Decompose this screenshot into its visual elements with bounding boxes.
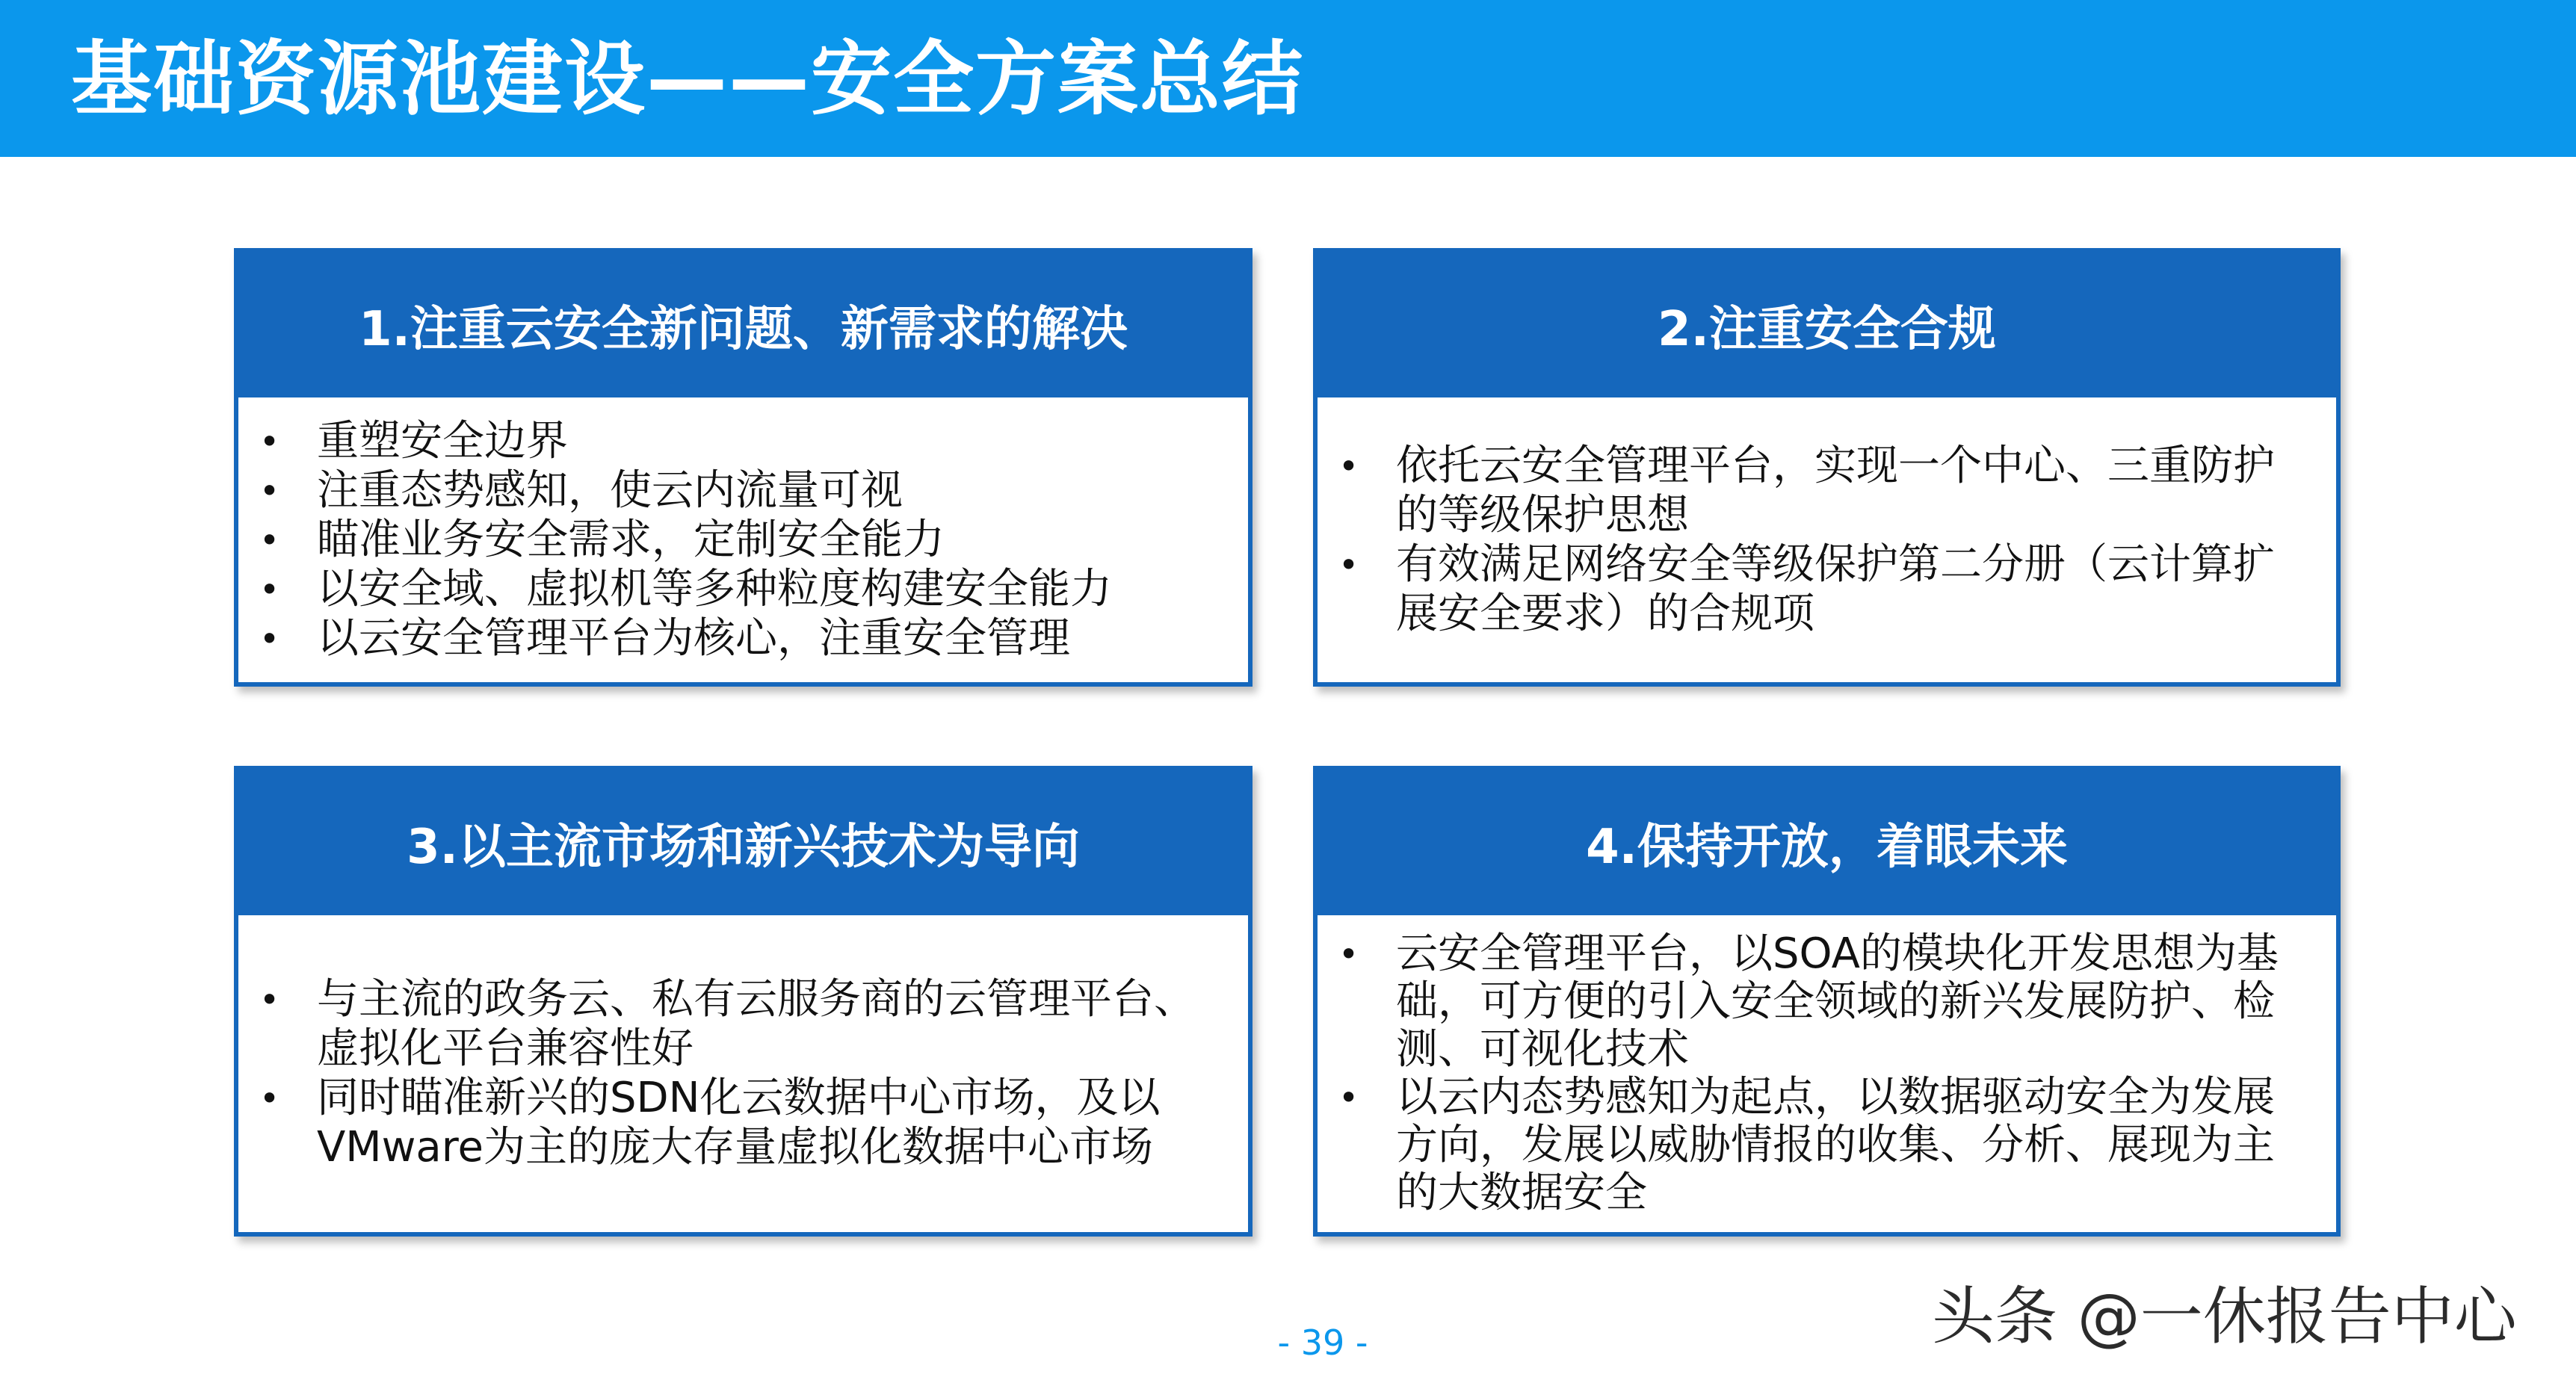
page-title: 基础资源池建设——安全方案总结 — [71, 33, 1305, 126]
card-header: 4.保持开放，着眼未来 — [1318, 770, 2336, 915]
list-item: • 与主流的政务云、私有云服务商的云管理平台、虚拟化平台兼容性好 — [238, 975, 1226, 1074]
list-item: • 以云安全管理平台为核心，注重安全管理 — [238, 614, 1226, 663]
card-header: 2.注重安全合规 — [1318, 253, 2336, 397]
card-body — [238, 915, 1248, 1232]
card-header: 3.以主流市场和新兴技术为导向 — [238, 770, 1248, 915]
bullet-list — [1318, 442, 2336, 639]
page-number: - 39 - — [1277, 1322, 1368, 1363]
card-body — [1318, 915, 2336, 1232]
list-item: • 同时瞄准新兴的SDN化云数据中心市场，及以VMware为主的庞大存量虚拟化数据中心市场 — [238, 1074, 1226, 1172]
card-security-compliance — [1313, 248, 2341, 687]
list-item: • 重塑安全边界 — [238, 417, 1226, 466]
card-body — [1318, 397, 2336, 682]
list-item: • 瞄准业务安全需求，定制安全能力 — [238, 516, 1226, 565]
bullet-list — [1318, 930, 2336, 1217]
card-header: 1.注重云安全新问题、新需求的解决 — [238, 253, 1248, 397]
card-market-orientation — [234, 766, 1253, 1237]
list-item: • 云安全管理平台，以SOA的模块化开发思想为基础，可方便的引入安全领域的新兴发展防护、检测、可视化技术 — [1318, 930, 2314, 1074]
bullet-list — [238, 975, 1248, 1172]
list-item: • 注重态势感知，使云内流量可视 — [238, 466, 1226, 516]
title-bar — [0, 0, 2576, 157]
list-item: • 依托云安全管理平台，实现一个中心、三重防护的等级保护思想 — [1318, 442, 2314, 540]
list-item: • 以安全域、虚拟机等多种粒度构建安全能力 — [238, 565, 1226, 614]
list-item: • 以云内态势感知为起点，以数据驱动安全为发展方向，发展以威胁情报的收集、分析、展现为主的大数据安全 — [1318, 1074, 2314, 1217]
bullet-list — [238, 417, 1248, 663]
watermark: 头条 @一休报告中心 — [1932, 1280, 2517, 1353]
card-body — [238, 397, 1248, 682]
list-item: • 有效满足网络安全等级保护第二分册（云计算扩展安全要求）的合规项 — [1318, 540, 2314, 639]
card-cloud-security-issues — [234, 248, 1253, 687]
card-openness-future — [1313, 766, 2341, 1237]
